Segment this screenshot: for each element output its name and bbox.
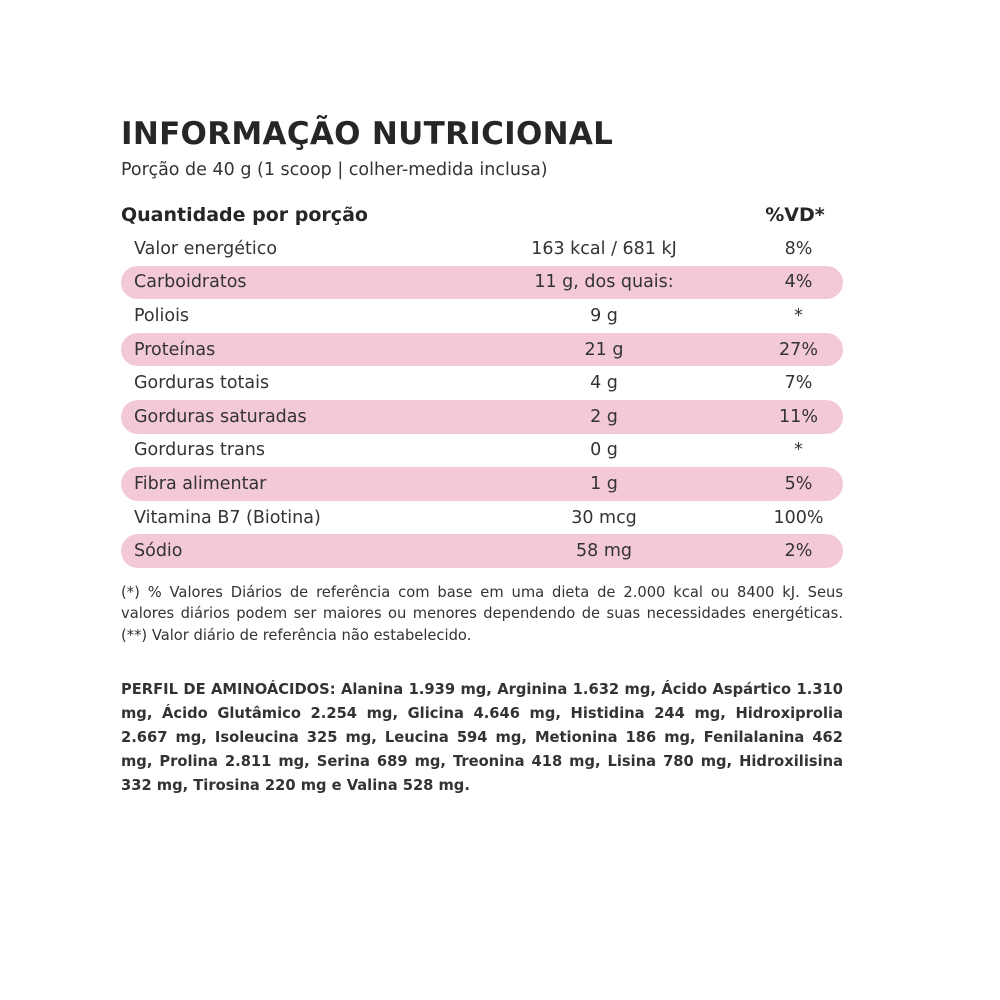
table-header	[121, 198, 843, 232]
label-title: INFORMAÇÃO NUTRICIONAL	[121, 116, 614, 152]
nutrient-vd: 11%	[779, 406, 818, 427]
nutrient-row	[121, 534, 843, 568]
nutrient-name: Proteínas	[134, 339, 216, 360]
vd-footnote: (*) % Valores Diários de referência com base em uma dieta de 2.000 kcal ou 8400 kJ. Seus valores diários podem ser maiores ou menores dependendo de suas necessidades energéticas.(**) Valor diário de referência não estabelecido.	[121, 583, 843, 644]
nutrient-amount: 9 g	[590, 305, 618, 326]
nutrient-vd: 2%	[784, 541, 813, 562]
nutrient-row	[121, 266, 843, 300]
nutrient-amount: 1 g	[590, 473, 618, 494]
nutrient-rows	[121, 232, 843, 568]
nutrient-row	[121, 232, 843, 266]
nutrient-vd: 5%	[784, 473, 813, 494]
nutrient-name: Gorduras saturadas	[134, 406, 307, 427]
nutrient-name: Gorduras totais	[134, 373, 270, 394]
nutrient-vd: 27%	[779, 339, 818, 360]
nutrient-vd: *	[794, 440, 803, 461]
nutrient-row	[121, 366, 843, 400]
amino-acid-profile: PERFIL DE AMINOÁCIDOS: Alanina 1.939 mg, Arginina 1.632 mg, Ácido Aspártico 1.310 mg, Ácido Glutâmico 2.254 mg, Glicina 4.646 mg, Histidina 244 mg, Hidroxiprolia 2.667 mg, Isoleucina 325 mg, Leucina 594 mg, Metionina 186 mg, Fenilalanina 462 mg, Prolina 2.811 mg, Serina 689 mg, Treonina 418 mg, Lisina 780 mg, Hidroxilisina 332 mg, Tirosina 220 mg e Valina 528 mg.	[121, 681, 843, 795]
nutrient-vd: *	[794, 305, 803, 326]
nutrient-amount: 21 g	[584, 339, 624, 360]
nutrient-vd: 100%	[773, 507, 824, 528]
nutrient-amount: 163 kcal / 681 kJ	[531, 238, 677, 259]
quantity-header: Quantidade por porção	[121, 204, 368, 226]
nutrient-name: Valor energético	[134, 238, 278, 259]
serving-size: Porção de 40 g (1 scoop | colher-medida inclusa)	[121, 160, 548, 180]
nutrient-row	[121, 299, 843, 333]
nutrient-name: Fibra alimentar	[134, 473, 267, 494]
nutrient-amount: 58 mg	[576, 541, 632, 562]
vd-header: %VD*	[765, 204, 825, 226]
nutrient-name: Sódio	[134, 541, 183, 562]
nutrient-vd: 8%	[784, 238, 813, 259]
nutrient-row	[121, 434, 843, 468]
nutrition-label	[121, 112, 843, 813]
nutrient-vd: 7%	[784, 373, 813, 394]
nutrient-vd: 4%	[784, 272, 813, 293]
nutrient-name: Carboidratos	[134, 272, 247, 293]
nutrient-amount: 2 g	[590, 406, 618, 427]
nutrient-row	[121, 333, 843, 367]
nutrient-row	[121, 467, 843, 501]
nutrient-name: Vitamina B7 (Biotina)	[134, 507, 321, 528]
nutrient-amount: 0 g	[590, 440, 618, 461]
nutrient-row	[121, 501, 843, 535]
nutrient-name: Poliois	[134, 305, 190, 326]
nutrient-amount: 4 g	[590, 373, 618, 394]
nutrient-amount: 11 g, dos quais:	[534, 272, 674, 293]
nutrient-name: Gorduras trans	[134, 440, 265, 461]
nutrient-amount: 30 mcg	[571, 507, 637, 528]
nutrient-row	[121, 400, 843, 434]
